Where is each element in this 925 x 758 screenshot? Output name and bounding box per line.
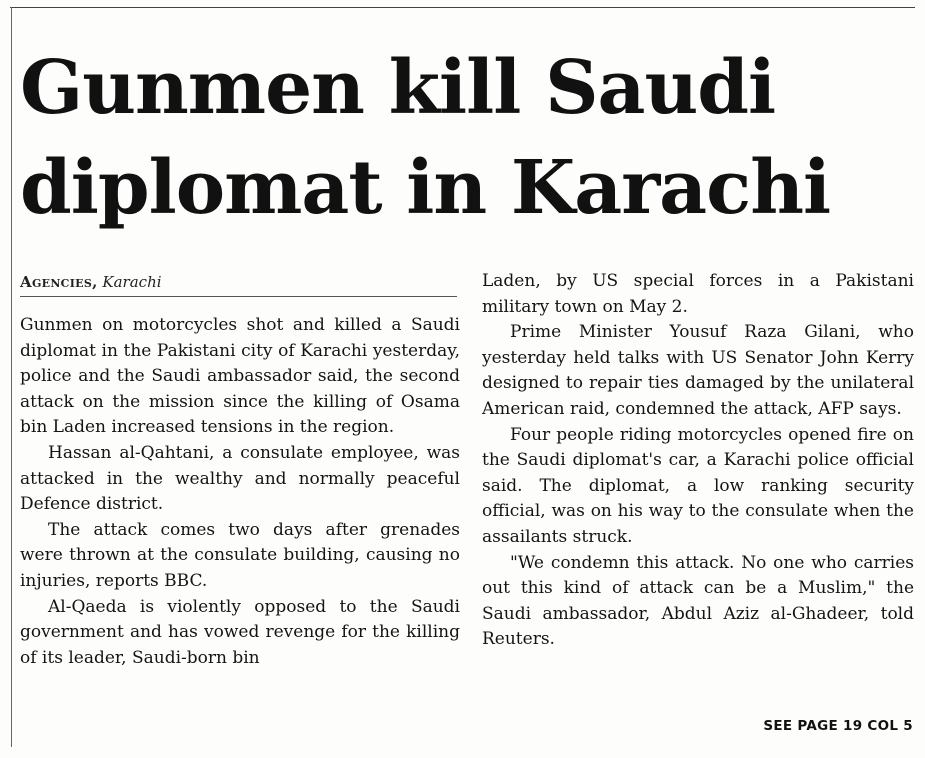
paragraph: Laden, by US special forces in a Pakistani military town on May 2. [482,271,914,317]
paragraph: Gunmen on motorcycles shot and killed a Saudi diplomat in the Pakistani city of Karachi yesterday, police and the Saudi ambassador said, the second attack on the mission since the killing of Osama bin Laden increased tensions in the region. [20,315,460,438]
paragraph: Four people riding motorcycles opened fire on the Saudi diplomat's car, a Karachi police official said. The diplomat, a low ranking security official, was on his way to the consulate when the assailants struck. [482,424,914,547]
byline-rule [20,296,457,297]
left-rule [11,7,12,747]
byline-agency: Agencies, [20,273,98,291]
byline [20,272,162,292]
headline: Gunmen kill Saudi diplomat in Karachi [20,45,831,231]
article-column-1 [20,313,460,671]
jump-line: SEE PAGE 19 COL 5 [763,718,913,734]
paragraph: The attack comes two days after grenades were thrown at the consulate building, causing no injuries, reports BBC. [20,519,460,591]
paragraph: Al-Qaeda is violently opposed to the Saudi government and has vowed revenge for the killing of its leader, Saudi-born bin [20,596,460,668]
article-column-2 [482,269,914,653]
paragraph: Prime Minister Yousuf Raza Gilani, who yesterday held talks with US Senator John Kerry designed to repair ties damaged by the unilateral American raid, condemned the attack, AFP says. [482,322,914,419]
top-rule [10,7,915,8]
paragraph: "We condemn this attack. No one who carries out this kind of attack can be a Muslim," the Saudi ambassador, Abdul Aziz al-Ghadeer, told Reuters. [482,552,914,650]
byline-location: Karachi [102,273,162,291]
paragraph: Hassan al-Qahtani, a consulate employee, was attacked in the wealthy and normally peaceful Defence district. [20,442,460,515]
